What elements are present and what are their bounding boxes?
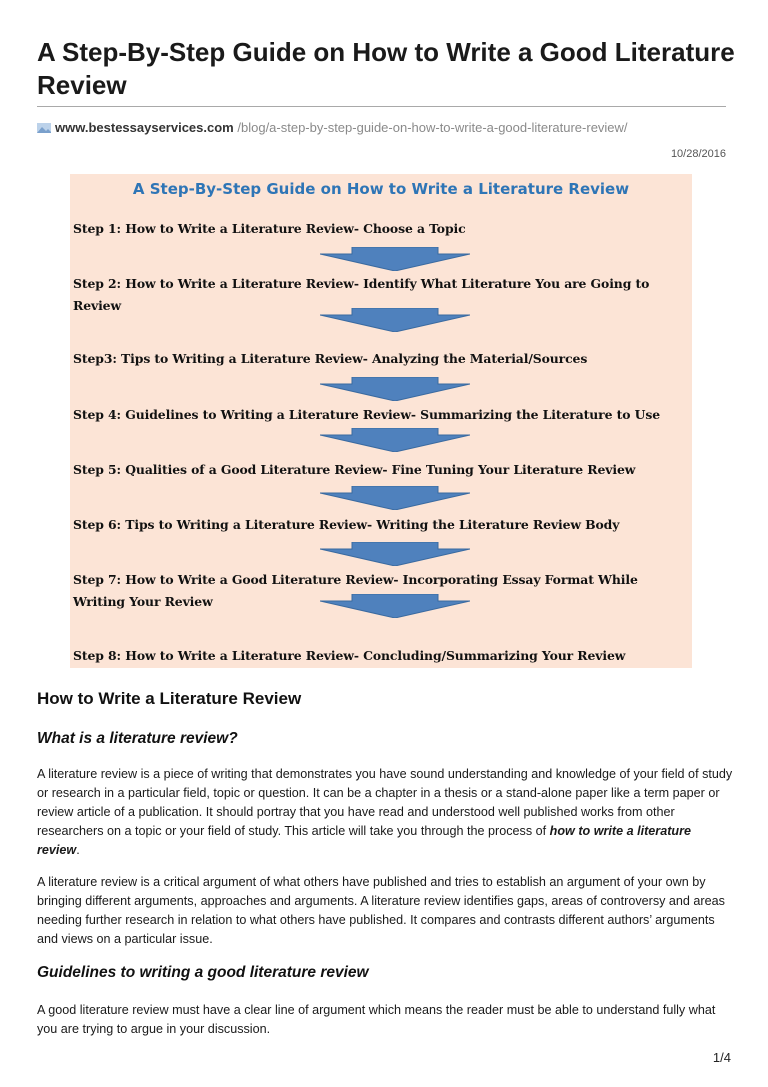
down-arrow-icon (320, 377, 470, 401)
infographic-step-4: Step 4: Guidelines to Writing a Literature Review- Summarizing the Literature to Use (73, 407, 660, 422)
subheading-guidelines: Guidelines to writing a good literature review (37, 964, 369, 981)
page-title: A Step-By-Step Guide on How to Write a Good Literature Review (37, 37, 735, 100)
title-divider (37, 106, 726, 107)
infographic-step-7: Step 7: How to Write a Good Literature Review- Incorporating Essay Format While Writing Your Review (73, 572, 638, 609)
down-arrow-icon (320, 486, 470, 510)
down-arrow-icon (320, 594, 470, 618)
down-arrow-icon (320, 247, 470, 271)
paragraph-2: A literature review is a critical argument of what others have published and tries to establish an argument of your own by bringing different arguments, approaches and arguments. A literature review identifies gaps, areas of controversy and areas needing further research in relation to what others have published. It compares and contrasts different authors’ arguments and views on a particular issue. (37, 875, 725, 946)
down-arrow-icon (320, 308, 470, 332)
paragraph-1 (37, 765, 737, 860)
subheading-what-is: What is a literature review? (37, 730, 238, 747)
down-arrow-icon (320, 542, 470, 566)
url-domain[interactable]: www.bestessayservices.com (55, 120, 234, 135)
infographic-step-3: Step3: Tips to Writing a Literature Review- Analyzing the Material/Sources (73, 351, 588, 366)
down-arrow-icon (320, 428, 470, 452)
section-heading: How to Write a Literature Review (37, 689, 302, 708)
infographic-step-6: Step 6: Tips to Writing a Literature Review- Writing the Literature Review Body (73, 517, 620, 532)
image-placeholder-icon (37, 123, 51, 133)
infographic-step-8: Step 8: How to Write a Literature Review- Concluding/Summarizing Your Review (73, 648, 626, 663)
paragraph-1-end: . (76, 843, 80, 857)
paragraph-3: A good literature review must have a clear line of argument which means the reader must be able to understand fully what you are trying to argue in your discussion. (37, 1003, 716, 1036)
steps-infographic (70, 174, 692, 668)
infographic-title: A Step-By-Step Guide on How to Write a Literature Review (132, 180, 630, 198)
infographic-step-1: Step 1: How to Write a Literature Review- Choose a Topic (73, 221, 466, 236)
emphasis-text: how to write a literature review (37, 824, 691, 857)
url-path[interactable]: /blog/a-step-by-step-guide-on-how-to-write-a-good-literature-review/ (237, 120, 628, 135)
infographic-step-2: Step 2: How to Write a Literature Review- Identify What Literature You are Going to Review (73, 276, 650, 313)
source-url (37, 119, 628, 137)
paragraph-1-text: A literature review is a piece of writing that demonstrates you have sound understanding and knowledge of your field of study or research in a particular field, topic or question. It can be a chapter in a thesis or a stand-alone paper like a term paper or review article of a publication. It should portray that you have read and understood well published works from other researchers on a topic or your field of study. This article will take you through the process of (37, 767, 733, 838)
publish-date: 10/28/2016 (670, 148, 726, 160)
page-number: 1/4 (712, 1050, 731, 1065)
infographic-step-5: Step 5: Qualities of a Good Literature Review- Fine Tuning Your Literature Review (73, 462, 636, 477)
